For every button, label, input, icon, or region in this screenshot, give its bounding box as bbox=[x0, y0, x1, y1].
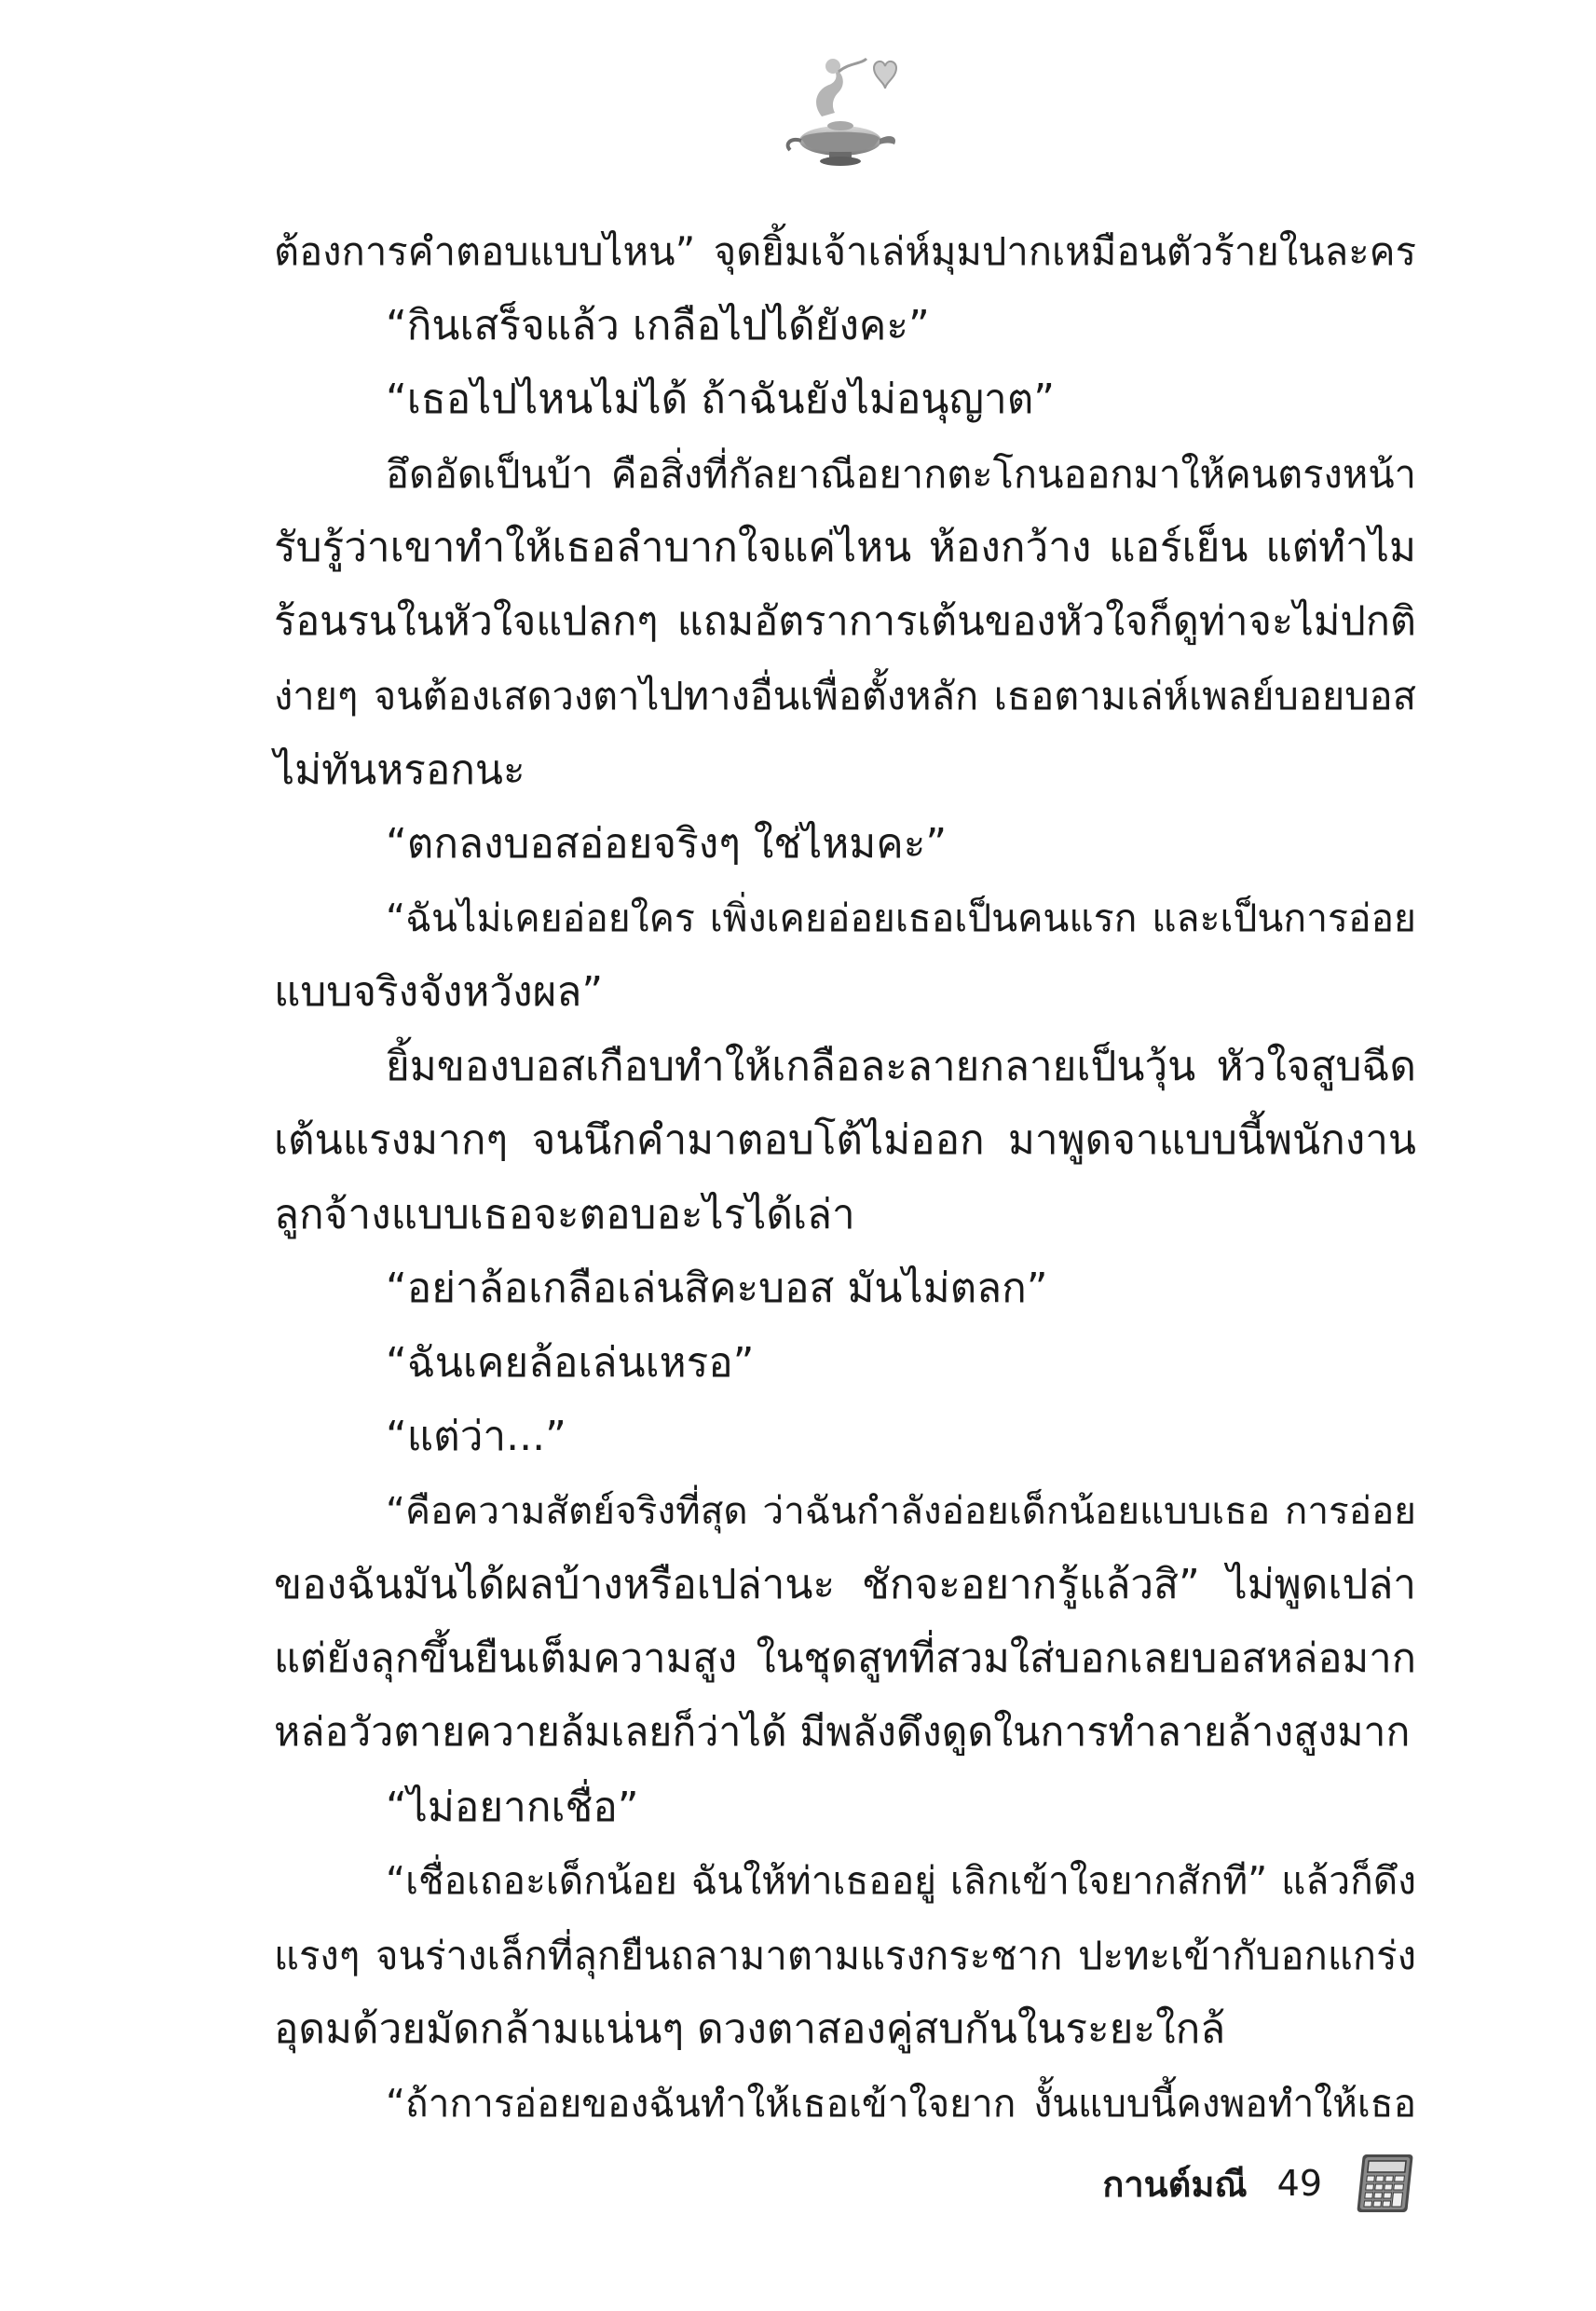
text-line: “ไม่อยากเชื่อ” bbox=[386, 1783, 639, 1831]
text-line: “ตกลงบอสอ่อยจริงๆ ใช่ไหมคะ” bbox=[386, 820, 948, 868]
text-line: “คือความสัตย์จริงที่สุด ว่าฉันกำลังอ่อยเด็กน้อยแบบเธอ การอ่อย bbox=[386, 1487, 1416, 1533]
text-line: “ฉันไม่เคยอ่อยใคร เพิ่งเคยอ่อยเธอเป็นคนแรก และเป็นการอ่อย bbox=[386, 895, 1416, 940]
genie-lamp-icon bbox=[764, 51, 904, 172]
text-line: อึดอัดเป็นบ้า คือสิ่งที่กัลยาณีอยากตะโกนออกมาให้คนตรงหน้า bbox=[386, 450, 1416, 497]
text-line: แต่ยังลุกขึ้นยืนเต็มความสูง ในชุดสูทที่สวมใส่บอกเลยบอสหล่อมาก bbox=[274, 1634, 1416, 1682]
text-line: หล่อวัวตายควายล้มเลยก็ว่าได้ มีพลังดึงดูดในการทำลายล้างสูงมาก bbox=[274, 1709, 1411, 1756]
text-line: แบบจริงจังหวังผล” bbox=[274, 968, 604, 1016]
text-line: เต้นแรงมากๆ จนนึกคำมาตอบโต้ไม่ออก มาพูดจาแบบนี้พนักงาน bbox=[274, 1116, 1416, 1164]
text-line: ไม่ทันหรอกนะ bbox=[274, 745, 525, 794]
text-line: ร้อนรนในหัวใจแปลกๆ แถมอัตราการเต้นของหัวใจก็ดูท่าจะไม่ปกติ bbox=[274, 597, 1416, 645]
text-line: ต้องการคำตอบแบบไหน” จุดยิ้มเจ้าเล่ห์มุมปากเหมือนตัวร้ายในละคร bbox=[274, 228, 1416, 274]
text-line: “เชื่อเถอะเด็กน้อย ฉันให้ท่าเธออยู่ เลิกเข้าใจยากสักที” แล้วก็ดึง bbox=[386, 1858, 1416, 1903]
page-footer bbox=[1102, 2153, 1413, 2214]
text-line: อุดมด้วยมัดกล้ามแน่นๆ ดวงตาสองคู่สบกันในระยะใกล้ bbox=[274, 2005, 1226, 2053]
text-line: “กินเสร็จแล้ว เกลือไปได้ยังคะ” bbox=[386, 301, 930, 349]
text-line: “อย่าล้อเกลือเล่นสิคะบอส มันไม่ตลก” bbox=[386, 1265, 1048, 1312]
text-line: ของฉันมันได้ผลบ้างหรือเปล่านะ ชักจะอยากรู้แล้วสิ” ไม่พูดเปล่า bbox=[274, 1561, 1416, 1608]
page-number: 49 bbox=[1276, 2163, 1322, 2204]
text-line: ง่ายๆ จนต้องเสดวงตาไปทางอื่นเพื่อตั้งหลัก เธอตามเล่ห์เพลย์บอยบอส bbox=[274, 673, 1416, 718]
text-line: “เธอไปไหนไม่ได้ ถ้าฉันยังไม่อนุญาต” bbox=[386, 376, 1056, 423]
text-line: รับรู้ว่าเขาทำให้เธอลำบากใจแค่ไหน ห้องกว้าง แอร์เย็น แต่ทำไม bbox=[274, 524, 1416, 571]
text-line: “แต่ว่า...” bbox=[386, 1413, 566, 1460]
author-name: กานต์มณี bbox=[1102, 2163, 1248, 2205]
body-text bbox=[274, 214, 1416, 2140]
text-line: ลูกจ้างแบบเธอจะตอบอะไรได้เล่า bbox=[274, 1190, 855, 1238]
text-line: “ถ้าการอ่อยของฉันทำให้เธอเข้าใจยาก งั้นแบบนี้คงพอทำให้เธอ bbox=[386, 2080, 1416, 2126]
text-line: “ฉันเคยล้อเล่นเหรอ” bbox=[386, 1338, 755, 1387]
text-line: แรงๆ จนร่างเล็กที่ลุกยืนถลามาตามแรงกระชาก ปะทะเข้ากับอกแกร่ง bbox=[274, 1932, 1416, 1978]
calculator-icon bbox=[1356, 2153, 1413, 2214]
text-line: ยิ้มของบอสเกือบทำให้เกลือละลายกลายเป็นวุ้น หัวใจสูบฉีด bbox=[386, 1042, 1416, 1090]
